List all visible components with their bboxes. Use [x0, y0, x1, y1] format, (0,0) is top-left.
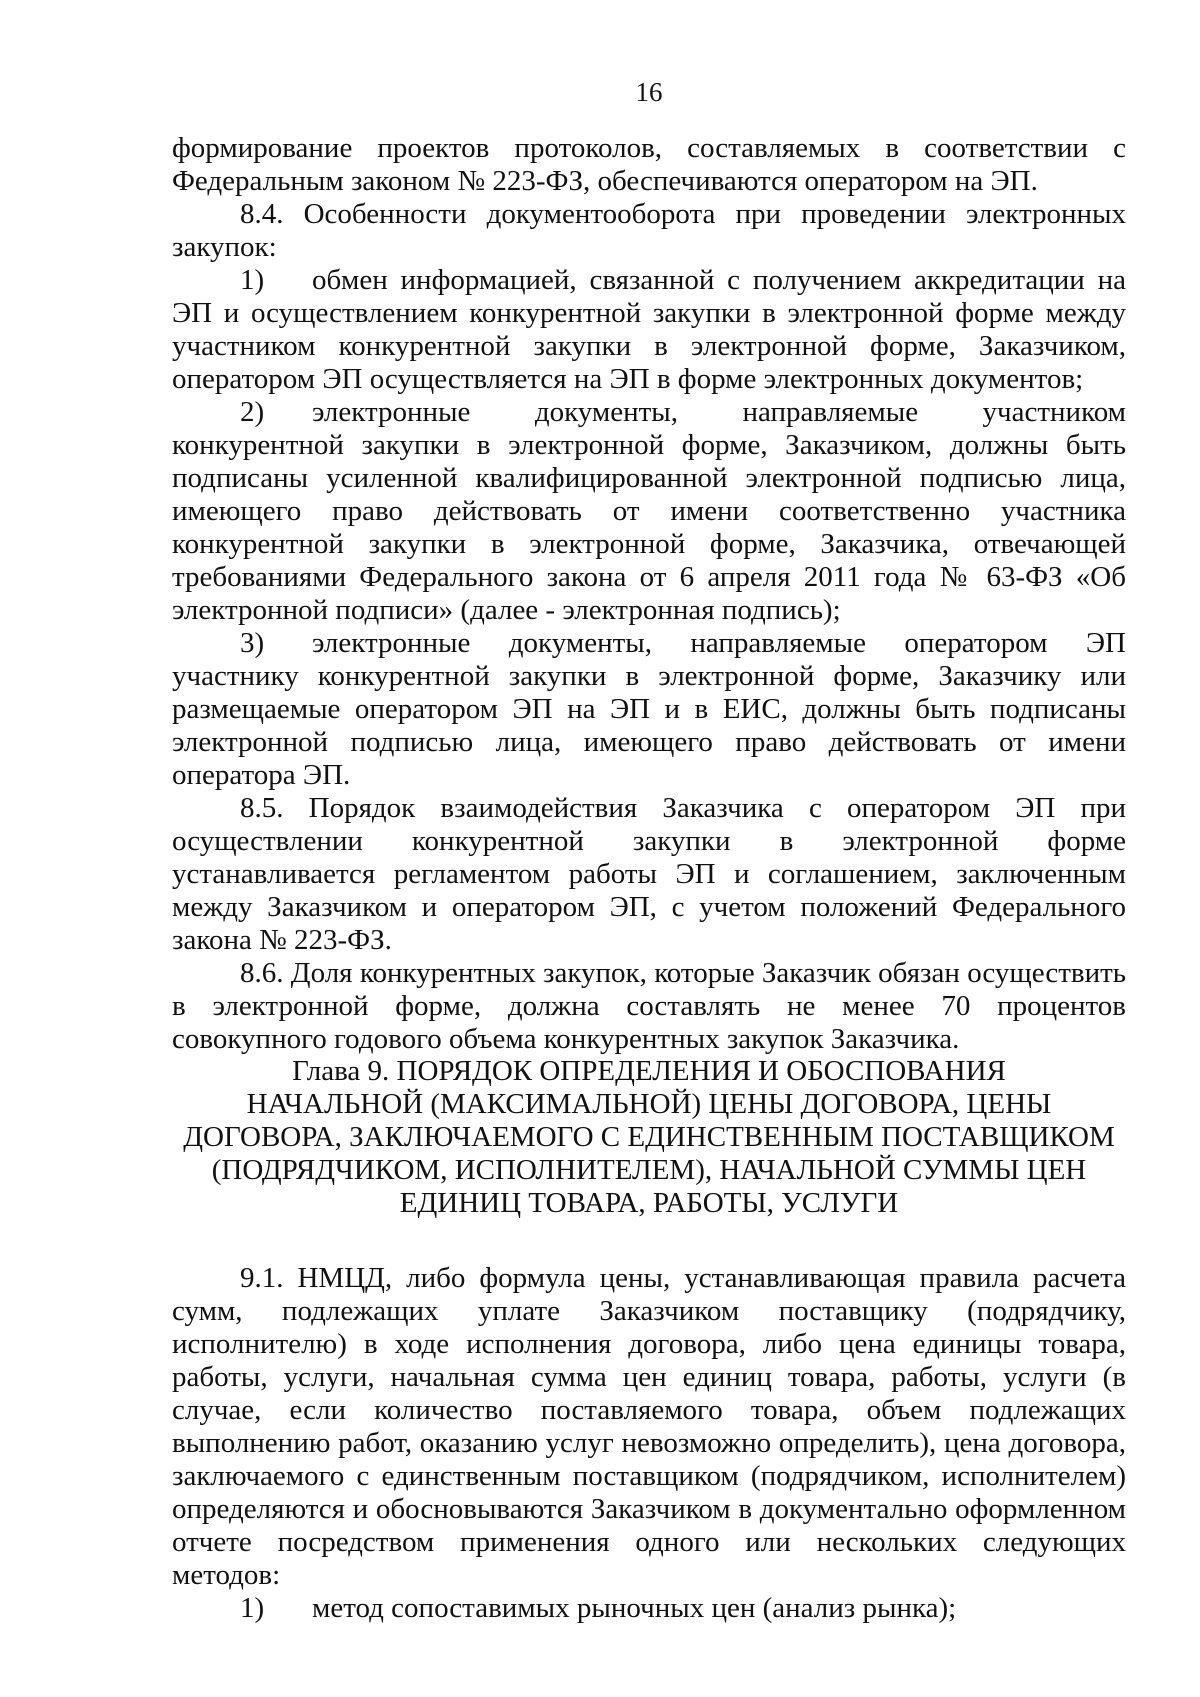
- section-8-text: [172, 132, 1126, 1056]
- list-item: [172, 1592, 1126, 1625]
- list-item-number: 1): [240, 1592, 265, 1624]
- paragraph-8-4: 8.4. Особенности документооборота при проведении электронных закупок:: [172, 198, 1126, 263]
- chapter-heading-line: ДОГОВОРА, ЗАКЛЮЧАЕМОГО С ЕДИНСТВЕННЫМ ПОСТАВЩИКОМ: [183, 1121, 1115, 1153]
- list-item-number: 1): [240, 264, 265, 296]
- list-item-text: электронные документы, направляемые оператором ЭП участнику конкурентной закупки в электронной форме, Заказчику или размещаемые оператором ЭП на ЭП и в ЕИС, должны быть подписаны электронной подписью лица, имеющего право действовать от имени оператора ЭП.: [172, 627, 1126, 791]
- section-9-text: [172, 1262, 1126, 1625]
- list-item-number: 2): [240, 396, 265, 428]
- list-item-text: метод сопоставимых рыночных цен (анализ рынка);: [312, 1592, 957, 1624]
- chapter-heading-line: (ПОДРЯДЧИКОМ, ИСПОЛНИТЕЛЕМ), НАЧАЛЬНОЙ СУММЫ ЦЕН: [211, 1154, 1087, 1186]
- paragraph-9-1: 9.1. НМЦД, либо формула цены, устанавливающая правила расчета сумм, подлежащих уплате Заказчиком поставщику (подрядчику, исполнителю) в ходе исполнения договора, либо цена единицы товара, работы, услуги, начальная сумма цен единиц товара, работы, услуги (в случае, если количество поставляемого товара, объем подлежащих выполнению работ, оказанию услуг невозможно определить), цена договора, заключаемого с единственным поставщиком (подрядчиком, исполнителем) определяются и обосновываются Заказчиком в документально оформленном отчете посредством применения одного или нескольких следующих методов:: [172, 1262, 1126, 1591]
- chapter-heading-line: ЕДИНИЦ ТОВАРА, РАБОТЫ, УСЛУГИ: [399, 1187, 899, 1219]
- chapter-heading-line: НАЧАЛЬНОЙ (МАКСИМАЛЬНОЙ) ЦЕНЫ ДОГОВОРА, ЦЕНЫ: [246, 1088, 1052, 1120]
- list-item-text: электронные документы, направляемые участником конкурентной закупки в электронной форме, Заказчиком, должны быть подписаны усиленной квалифицированной электронной подписью лица, имеющего право действовать от имени соответственно участника конкурентной закупки в электронной форме, Заказчика, отвечающей требованиями Федерального закона от 6 апреля 2011 года № 63-ФЗ «Об электронной подписи» (далее - электронная подпись);: [172, 396, 1126, 626]
- paragraph-continuation: формирование проектов протоколов, составляемых в соответствии с Федеральным законом № 223-ФЗ, обеспечиваются оператором на ЭП.: [172, 132, 1126, 197]
- page-number: 16: [635, 77, 663, 107]
- paragraph-8-6: 8.6. Доля конкурентных закупок, которые Заказчик обязан осуществить в электронной форме, должна составлять не менее 70 процентов совокупного годового объема конкурентных закупок Заказчика.: [172, 957, 1126, 1055]
- list-item-text: обмен информацией, связанной с получением аккредитации на ЭП и осуществлением конкурентной закупки в электронной форме между участником конкурентной закупки в электронной форме, Заказчиком, оператором ЭП осуществляется на ЭП в форме электронных документов;: [172, 264, 1126, 395]
- chapter-9-heading: [172, 1055, 1126, 1220]
- list-item-number: 3): [240, 627, 265, 659]
- chapter-heading-line: Глава 9. ПОРЯДОК ОПРЕДЕЛЕНИЯ И ОБОСПОВАНИЯ: [292, 1055, 1006, 1087]
- paragraph-8-5: 8.5. Порядок взаимодействия Заказчика с оператором ЭП при осуществлении конкурентной закупки в электронной форме устанавливается регламентом работы ЭП и соглашением, заключенным между Заказчиком и оператором ЭП, с учетом положений Федерального закона № 223-ФЗ.: [172, 792, 1126, 956]
